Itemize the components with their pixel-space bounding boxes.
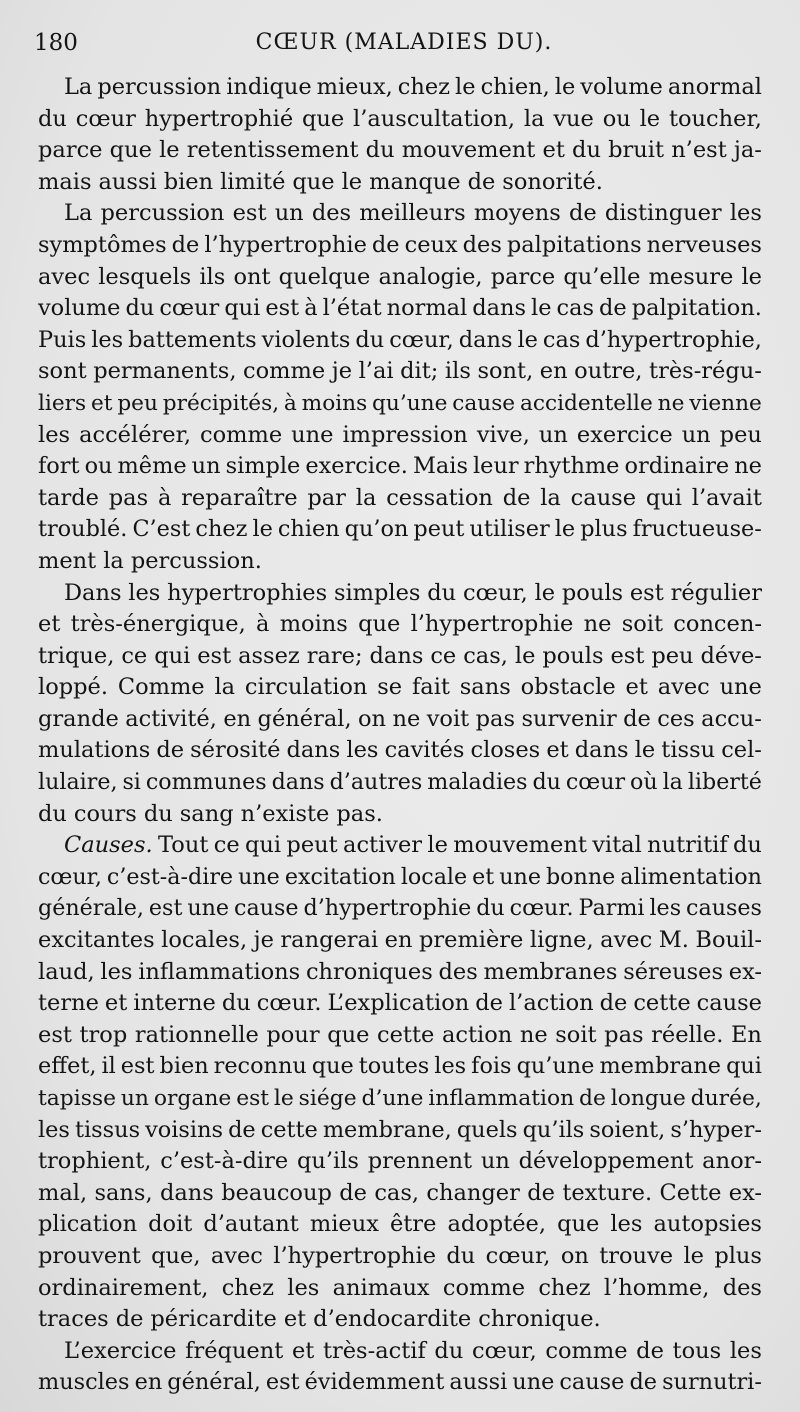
text-line: trique, ce qui est assez rare; dans ce cas, le pouls est peu déve-: [38, 642, 762, 669]
text-line: les accélérer, comme une impression vive, un exercice un peu: [38, 421, 762, 448]
text-line: Causes. Tout ce qui peut activer le mouvement vital nutritif du: [64, 832, 762, 859]
text-line: sont permanents, comme je l’ai dit; ils sont, en outre, très-régu-: [38, 358, 762, 385]
text-line: muscles en général, est évidemment aussi une cause de surnutri-: [38, 1369, 762, 1396]
text-line: mal, sans, dans beaucoup de cas, changer de texture. Cette ex-: [38, 1179, 762, 1206]
text-line: cœur, c’est-à-dire une excitation locale et une bonne alimentation: [38, 863, 762, 890]
text-line: tapisse un organe est le siége d’une inflammation de longue durée,: [38, 1086, 762, 1111]
body-text: [38, 72, 762, 1399]
text-line: trophient, c’est-à-dire qu’ils prennent un développement anor-: [38, 1148, 762, 1175]
text-line: mais aussi bien limité que le manque de sonorité.: [38, 168, 603, 195]
text-line: grande activité, en général, on ne voit pas survenir de ces accu-: [38, 705, 762, 732]
text-line: mulations de sérosité dans les cavités closes et dans le tissu cel-: [38, 737, 762, 764]
text-line: prouvent que, avec l’hypertrophie du cœur, on trouve le plus: [38, 1242, 762, 1269]
text-line: L’exercice fréquent et très-actif du cœur, comme de tous les: [64, 1337, 762, 1364]
text-line: tarde pas à reparaître par la cessation de la cause qui l’avait: [38, 484, 762, 511]
running-head: [34, 26, 774, 62]
text-line: générale, est une cause d’hypertrophie du cœur. Parmi les causes: [38, 895, 762, 922]
text-line: La percussion indique mieux, chez le chien, le volume anormal: [64, 74, 762, 100]
running-title: CŒUR (MALADIES DU).: [255, 30, 553, 55]
text-line: est trop rationnelle pour que cette action ne soit pas réelle. En: [38, 1021, 762, 1048]
text-line: parce que le retentissement du mouvement et du bruit n’est ja-: [38, 137, 762, 164]
text-line: liers et peu précipités, à moins qu’une cause accidentelle ne vienne: [38, 390, 762, 416]
text-line: et très-énergique, à moins que l’hypertrophie ne soit concen-: [38, 611, 762, 638]
text-line: troublé. C’est chez le chien qu’on peut utiliser le plus fructueuse-: [38, 516, 762, 543]
text-line: du cœur hypertrophié que l’auscultation, la vue ou le toucher,: [38, 105, 762, 132]
page-number: 180: [34, 30, 78, 56]
text-line: laud, les inflammations chroniques des membranes séreuses ex-: [38, 958, 762, 985]
text-line: symptômes de l’hypertrophie de ceux des palpitations nerveuses: [38, 231, 762, 258]
text-line: plication doit d’autant mieux être adoptée, que les autopsies: [38, 1211, 762, 1238]
text-line: volume du cœur qui est à l’état normal dans le cas de palpitation.: [38, 295, 762, 322]
text-line: du cours du sang n’existe pas.: [38, 800, 383, 827]
text-line: fort ou même un simple exercice. Mais leur rhythme ordinaire ne: [38, 453, 762, 480]
text-line: loppé. Comme la circulation se fait sans obstacle et avec une: [38, 674, 762, 701]
text-line: traces de péricardite et d’endocardite chronique.: [38, 1306, 601, 1333]
text-line: ordinairement, chez les animaux comme chez l’homme, des: [38, 1274, 762, 1301]
text-line: Puis les battements violents du cœur, dans le cas d’hypertrophie,: [38, 326, 762, 353]
text-line: lulaire, si communes dans d’autres maladies du cœur où la liberté: [38, 769, 762, 796]
text-line: avec lesquels ils ont quelque analogie, parce qu’elle mesure le: [38, 263, 762, 290]
text-line: terne et interne du cœur. L’explication de l’action de cette cause: [38, 990, 762, 1017]
text-line: Dans les hypertrophies simples du cœur, le pouls est régulier: [64, 579, 762, 606]
text-line: excitantes locales, je rangerai en première ligne, avec M. Bouil-: [38, 927, 762, 954]
text-line: les tissus voisins de cette membrane, quels qu’ils soient, s’hyper-: [38, 1116, 762, 1143]
text-line: ment la percussion.: [38, 547, 262, 574]
text-line: La percussion est un des meilleurs moyens de distinguer les: [64, 200, 762, 227]
text-line: effet, il est bien reconnu que toutes les fois qu’une membrane qui: [38, 1053, 762, 1080]
